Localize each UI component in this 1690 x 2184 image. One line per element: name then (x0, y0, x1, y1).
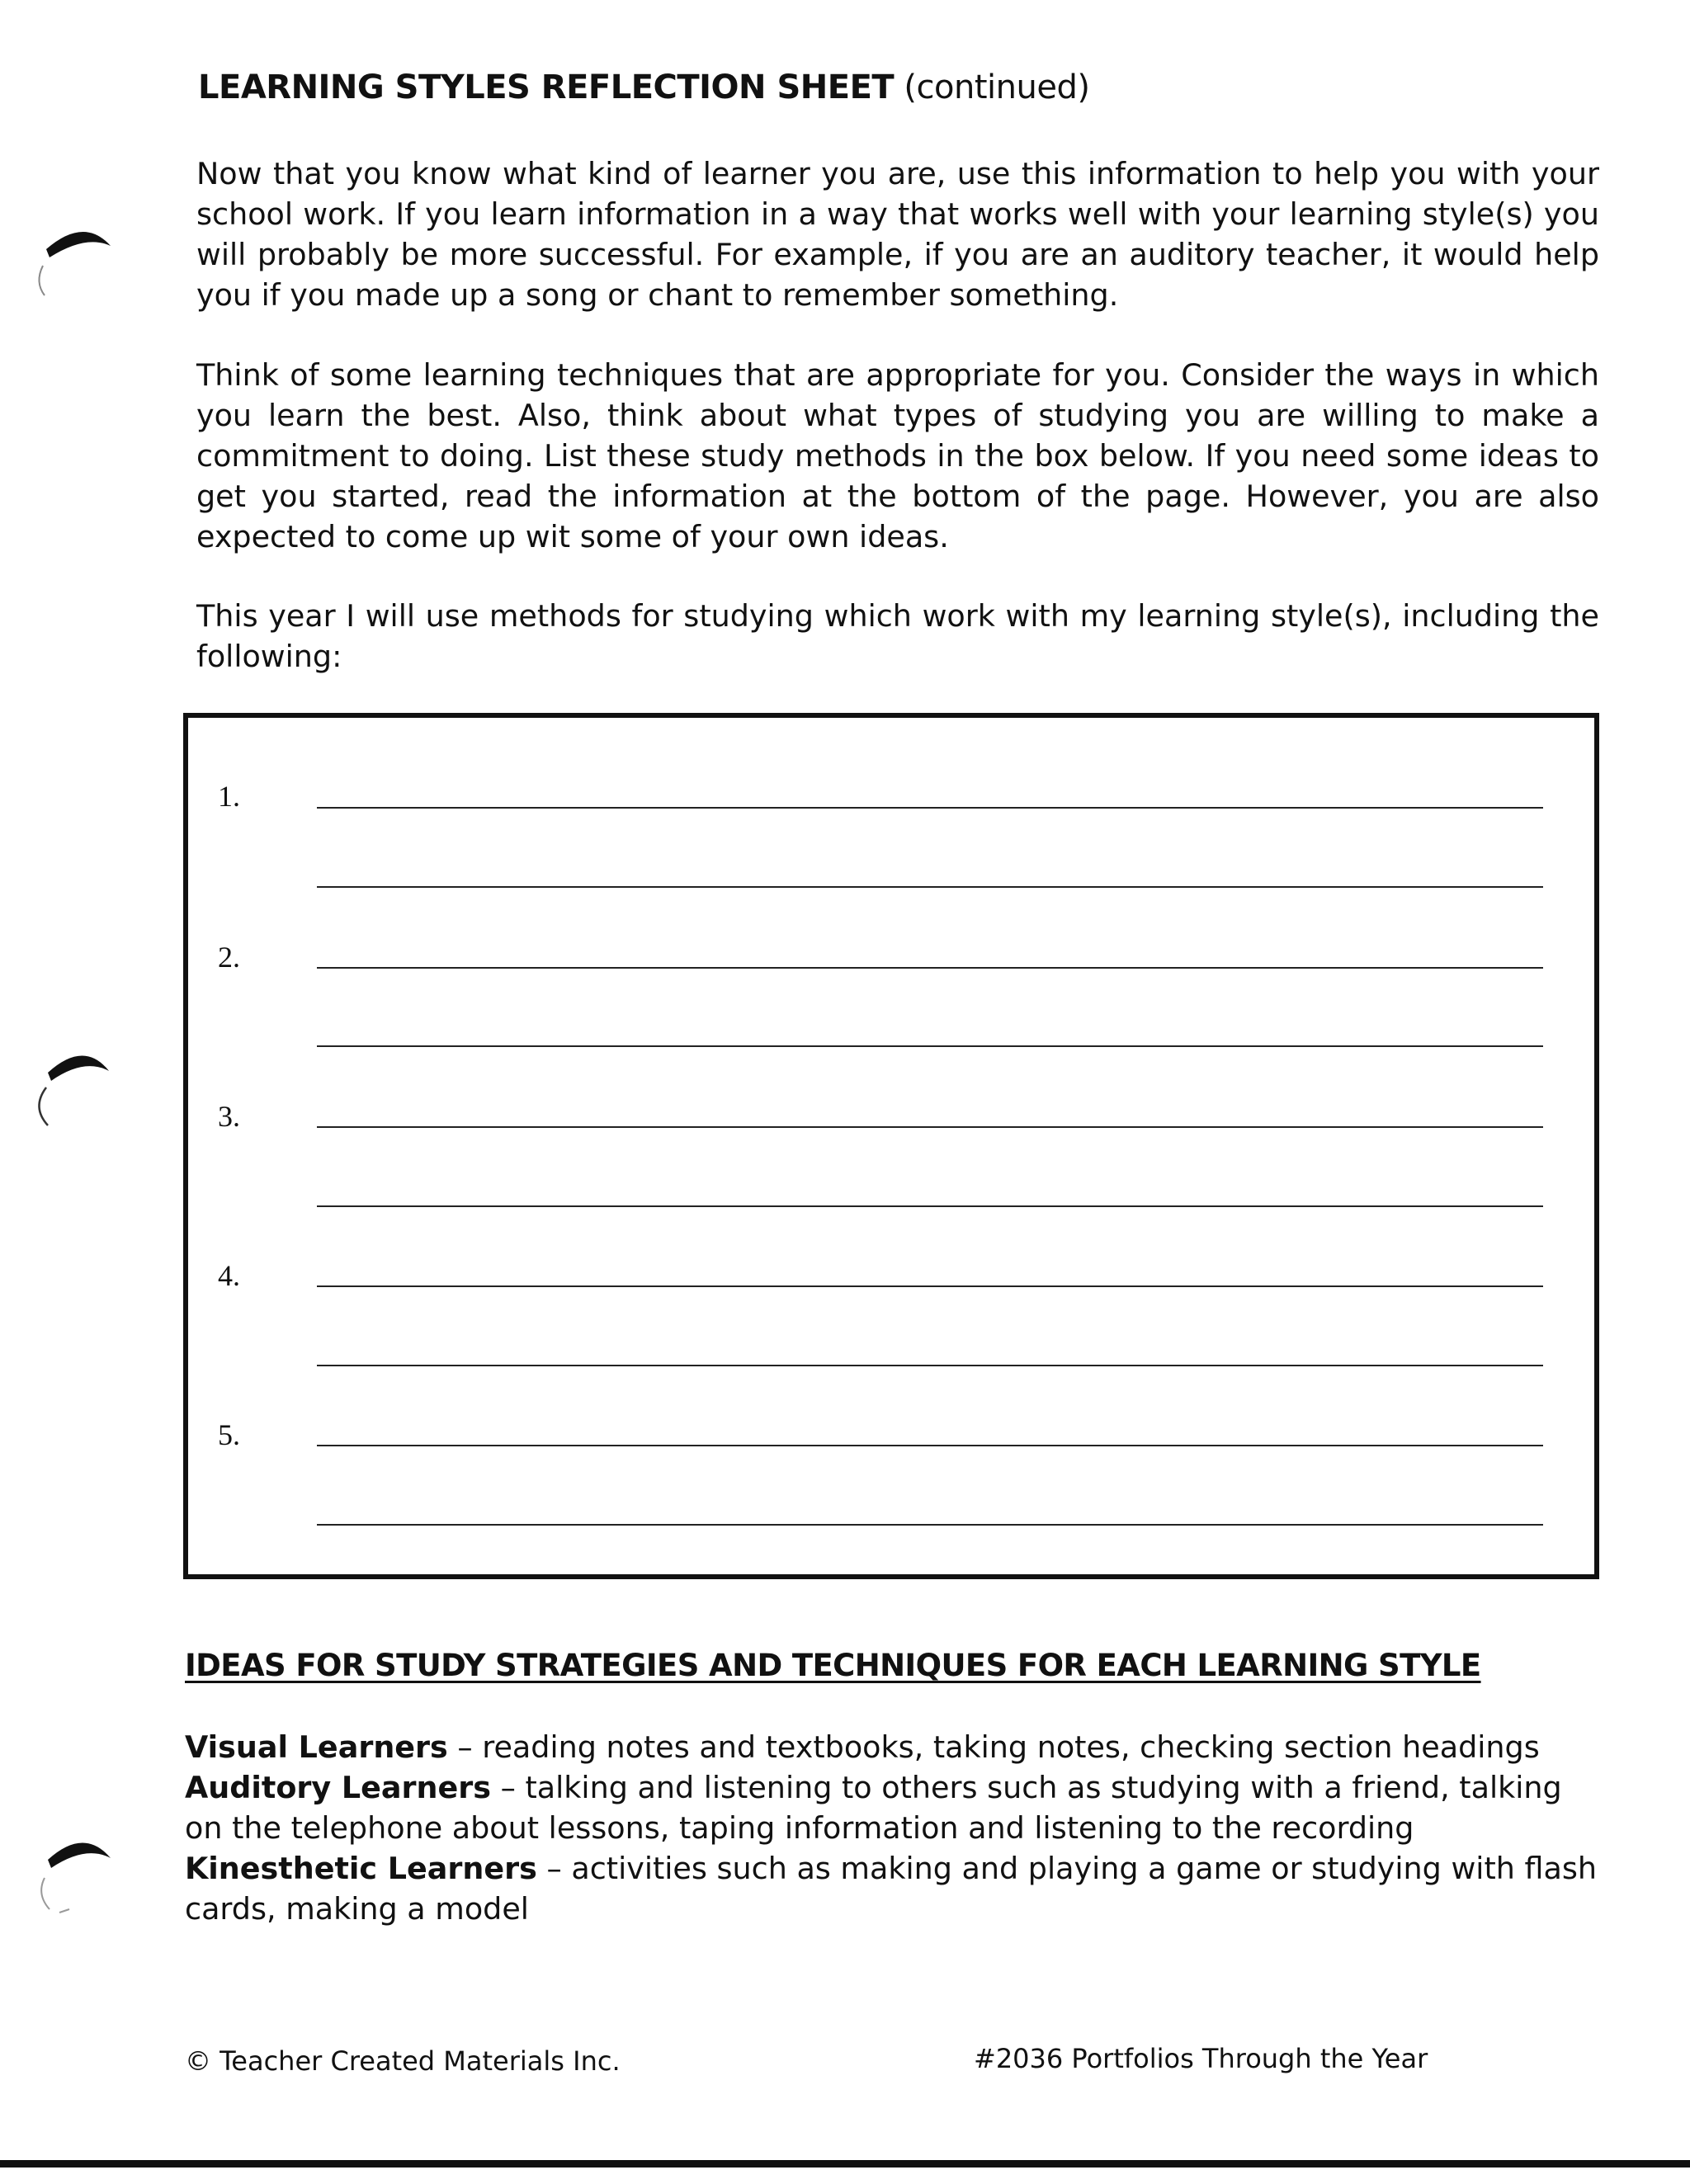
answer-number-3: 3. (218, 1100, 240, 1133)
idea-auditory-text: – talking and listening to others such as studying with a friend, talking on the telephone about lessons, taping information and listening to the recording (185, 1770, 1562, 1846)
answer-number-1: 1. (218, 780, 240, 813)
answer-line-3a[interactable] (317, 1126, 1543, 1128)
answer-box (183, 713, 1599, 1579)
answer-line-2b[interactable] (317, 1045, 1543, 1047)
answer-number-2: 2. (218, 941, 240, 974)
answer-line-4b[interactable] (317, 1365, 1543, 1366)
answer-line-1b[interactable] (317, 886, 1543, 888)
binder-hole-mark-top (26, 216, 117, 307)
idea-visual-label: Visual Learners (185, 1729, 448, 1765)
answer-line-5a[interactable] (317, 1445, 1543, 1446)
page-title-suffix: (continued) (904, 68, 1090, 106)
idea-auditory (185, 1767, 1604, 1848)
answer-line-3b[interactable] (317, 1205, 1543, 1207)
answer-line-2a[interactable] (317, 967, 1543, 969)
footer-book-title: #2036 Portfolios Through the Year (974, 2043, 1428, 2074)
binder-hole-mark-bottom (26, 1827, 117, 1917)
bottom-rule (0, 2160, 1690, 2167)
answer-line-5b[interactable] (317, 1524, 1543, 1526)
page-title (198, 64, 1089, 111)
answer-line-1a[interactable] (317, 807, 1543, 809)
answer-number-5: 5. (218, 1418, 240, 1451)
ideas-heading: IDEAS FOR STUDY STRATEGIES AND TECHNIQUES FOR EACH LEARNING STYLE (185, 1648, 1481, 1683)
answer-line-4a[interactable] (317, 1285, 1543, 1287)
page-title-main: LEARNING STYLES REFLECTION SHEET (198, 68, 895, 106)
idea-kinesthetic-label: Kinesthetic Learners (185, 1851, 537, 1886)
idea-kinesthetic-text: – activities such as making and playing a game or studying with flash cards, making a model (185, 1851, 1598, 1927)
intro-paragraph: Now that you know what kind of learner you are, use this information to help you with your school work. If you learn information in a way that works well with your learning style(s) you will probably be more successful. For example, if you are an auditory teacher, it would help you if you made up a song or chant to remember something. (196, 156, 1599, 313)
idea-visual (185, 1727, 1604, 1767)
binder-hole-mark-middle (26, 1041, 117, 1132)
idea-visual-text: – reading notes and textbooks, taking notes, checking section headings (447, 1729, 1540, 1765)
idea-kinesthetic (185, 1848, 1604, 1929)
prompt-paragraph: This year I will use methods for studying which work with my learning style(s), including the following: (196, 598, 1599, 674)
footer-copyright: © Teacher Created Materials Inc. (185, 2045, 621, 2077)
ideas-list (185, 1727, 1604, 1929)
instructions-paragraph: Think of some learning techniques that are appropriate for you. Consider the ways in which you learn the best. Also, think about what types of studying you are willing to make a commitment to doing. List these study methods in the box below. If you need some ideas to get you started, read the information at the bottom of the page. However, you are also expected to come up wit some of your own ideas. (196, 357, 1599, 554)
idea-auditory-label: Auditory Learners (185, 1770, 492, 1805)
answer-number-4: 4. (218, 1259, 240, 1292)
